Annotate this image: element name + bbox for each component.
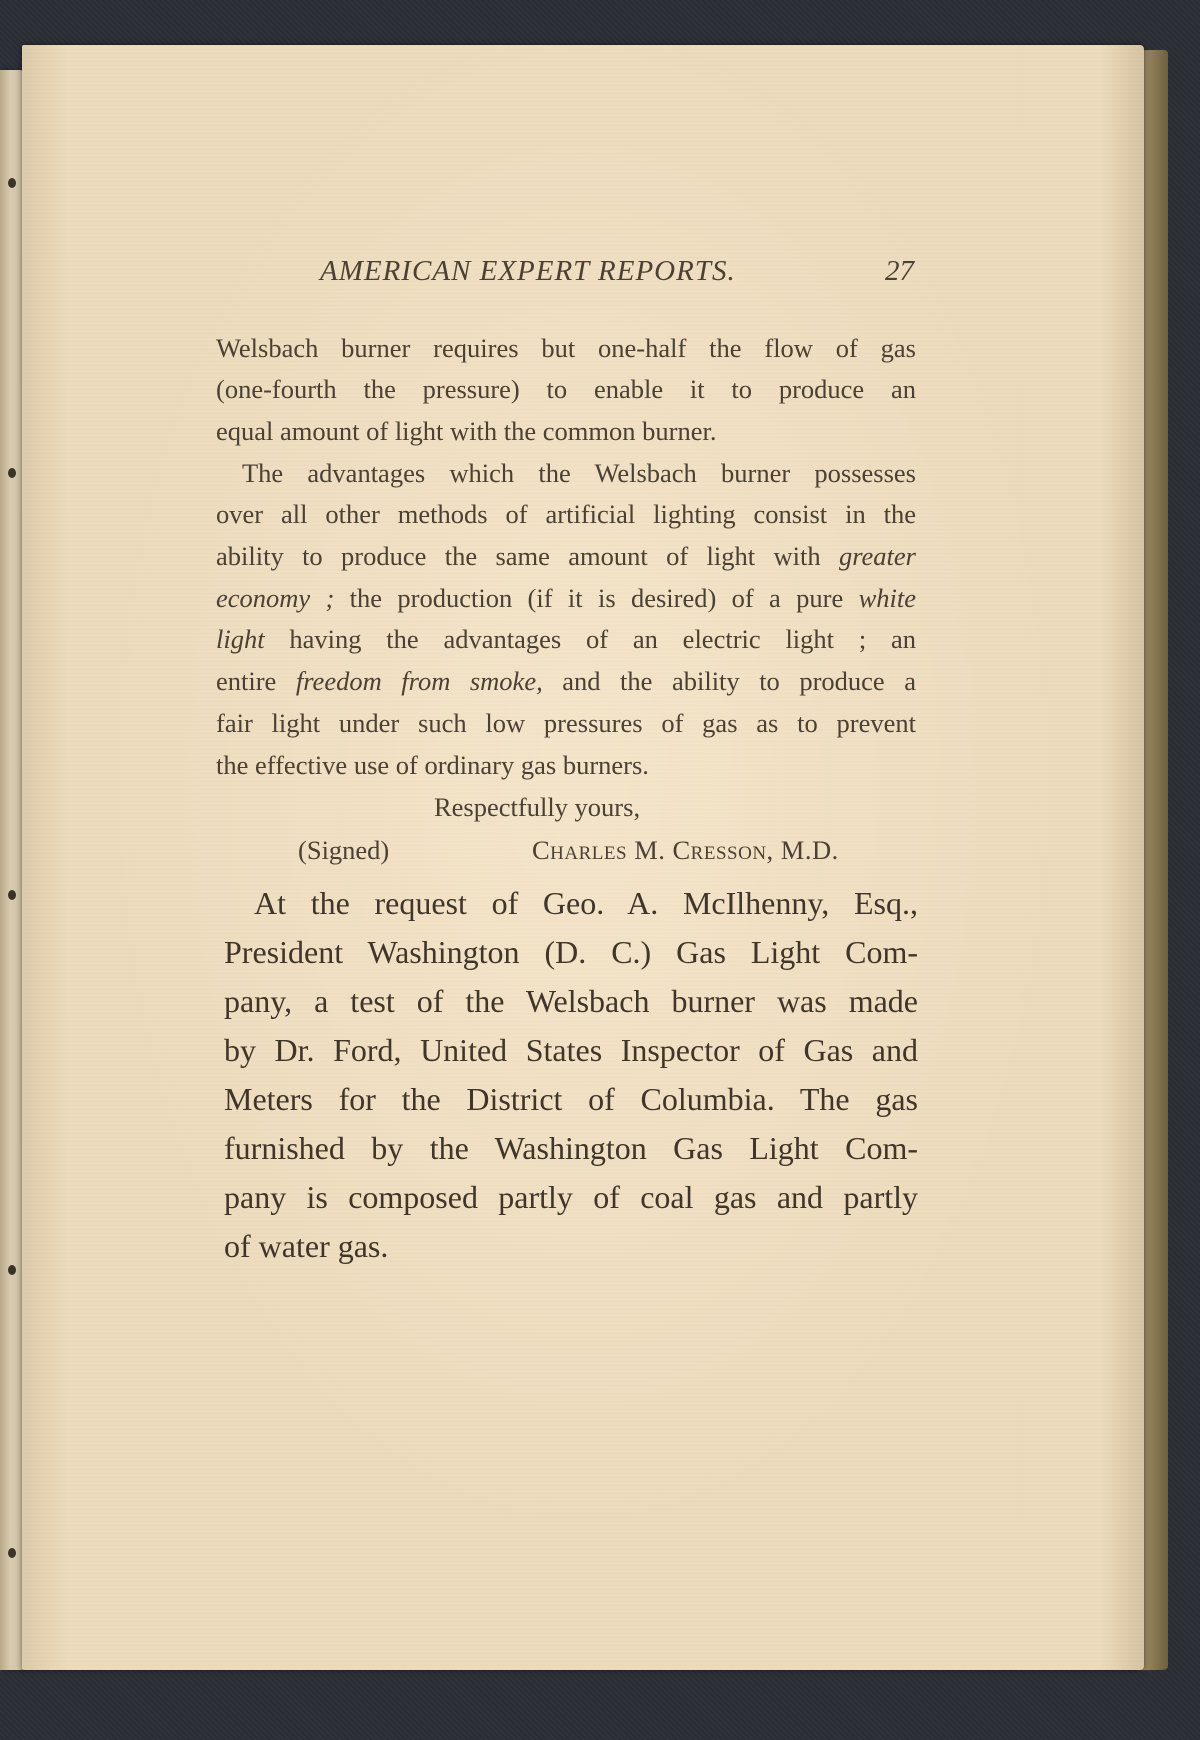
paragraph-line: President Washington (D. C.) Gas Light Com- — [224, 934, 918, 970]
line-text: having the advantages of an electric light ; an — [264, 624, 916, 654]
running-head: AMERICAN EXPERT REPORTS. — [320, 255, 736, 287]
paragraph-line: of water gas. — [224, 1228, 389, 1264]
closing-text: Respectfully yours, — [434, 792, 641, 822]
signed-label: (Signed) — [298, 835, 390, 865]
page-number: 27 — [885, 255, 914, 287]
binding-hole — [8, 890, 16, 900]
paragraph-line: equal amount of light with the common burner. — [216, 416, 717, 446]
line-text: ability to produce the same amount of light with — [216, 541, 839, 571]
paragraph-line: The advantages which the Welsbach burner possesses — [242, 458, 916, 488]
signer-name: Charles M. Cresson, M.D. — [532, 835, 839, 865]
binding-hole — [8, 178, 16, 188]
paragraph-line — [216, 666, 916, 696]
line-text: the production (if it is desired) of a pure — [334, 583, 859, 613]
emphasized-text: white — [858, 583, 917, 613]
paragraph-line: (one-fourth the pressure) to enable it to produce an — [216, 374, 916, 404]
emphasized-text: freedom from smoke, — [295, 666, 543, 696]
paragraph-line — [216, 624, 916, 654]
paragraph-line: pany is composed partly of coal gas and partly — [224, 1179, 918, 1215]
paragraph-line: pany, a test of the Welsbach burner was made — [224, 983, 918, 1019]
binding-hole — [8, 1548, 16, 1558]
paragraph-line: Welsbach burner requires but one-half the flow of gas — [216, 333, 916, 363]
paragraph-line: over all other methods of artificial lighting consist in the — [216, 499, 916, 529]
paragraph-line — [216, 583, 916, 613]
binding-hole — [8, 1265, 16, 1275]
paragraph-line: Meters for the District of Columbia. The gas — [224, 1081, 918, 1117]
paragraph-line — [216, 541, 916, 571]
line-text: and the ability to produce a — [542, 666, 916, 696]
paragraph-line: fair light under such low pressures of gas as to prevent — [216, 708, 916, 738]
paragraph-line: the effective use of ordinary gas burners. — [216, 750, 649, 780]
paragraph-line: by Dr. Ford, United States Inspector of Gas and — [224, 1032, 918, 1068]
emphasized-text: light — [216, 624, 265, 654]
binding-hole — [8, 468, 16, 478]
line-text: entire — [216, 666, 296, 696]
emphasized-text: economy ; — [216, 583, 335, 613]
paragraph-line: furnished by the Washington Gas Light Com- — [224, 1130, 918, 1166]
emphasized-text: greater — [838, 541, 916, 571]
paragraph-line: At the request of Geo. A. McIlhenny, Esq., — [254, 885, 918, 921]
